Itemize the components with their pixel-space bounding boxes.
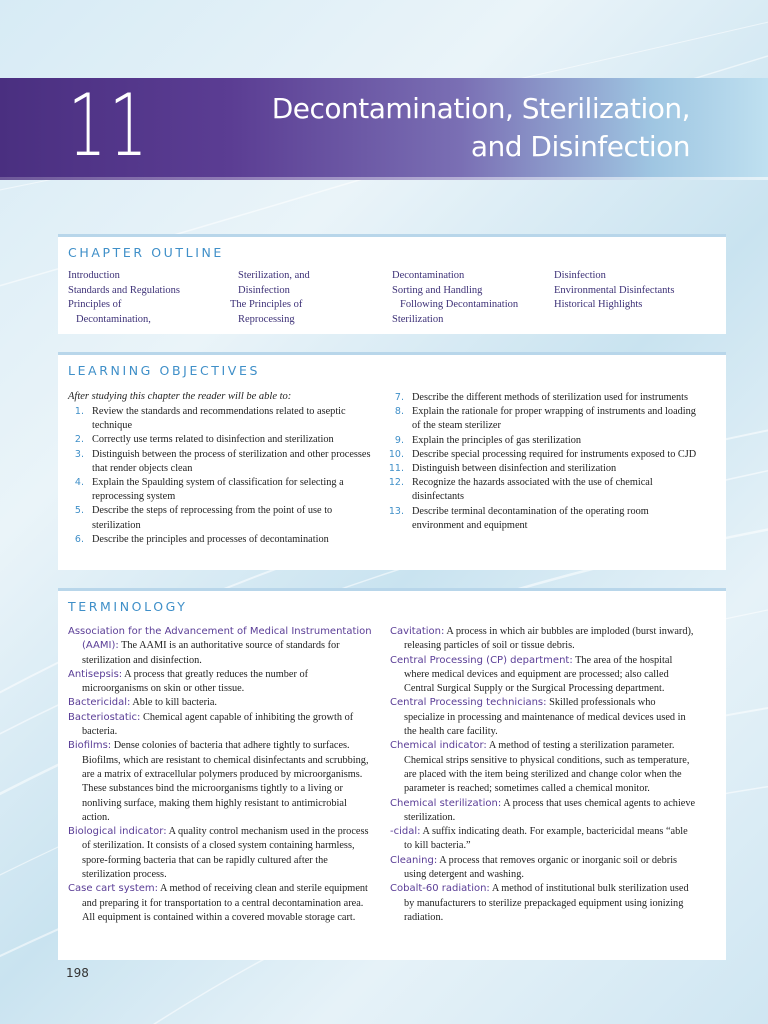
learning-objectives-heading: LEARNING OBJECTIVES <box>68 363 260 378</box>
term-definition: The AAMI is an authoritative source of standards for sterilization and disinfection. <box>82 640 340 666</box>
outline-item[interactable]: Sterilization, and <box>238 270 310 281</box>
term-label: Central Processing technicians: <box>390 697 547 709</box>
term-label: Cobalt-60 radiation: <box>390 883 490 895</box>
term-entry <box>390 654 698 697</box>
term-label: Case cart system: <box>68 883 159 895</box>
outline-column-3 <box>392 269 518 327</box>
term-label: Bacteriostatic: <box>68 711 141 723</box>
learning-objectives-box <box>58 352 726 570</box>
term-definition: A process that uses chemical agents to achieve sterilization. <box>404 797 696 823</box>
term-entry <box>390 825 698 854</box>
term-entry <box>68 825 376 882</box>
term-entry <box>68 668 376 697</box>
term-entry <box>68 739 376 825</box>
chapter-outline-box <box>58 234 726 334</box>
chapter-title-line1: Decontamination, Sterilization, <box>271 92 690 125</box>
term-label: -cidal: <box>390 826 421 838</box>
objective-item: 6. Describe the principles and processes of decontamination <box>74 533 329 545</box>
objective-item: 13. Describe terminal decontamination of the operating room environment and equipment <box>388 505 649 531</box>
outline-item[interactable]: Sorting and Handling <box>392 284 483 296</box>
outline-item[interactable]: Principles of <box>68 299 122 310</box>
term-label: Cavitation: <box>390 626 445 637</box>
term-definition: A process that greatly reduces the number of microorganisms on skin or other tissue. <box>82 668 309 695</box>
term-entry <box>68 711 376 740</box>
term-entry <box>68 625 376 668</box>
term-definition: Dense colonies of bacteria that adhere tightly to surfaces. Biofilms, which are resistant to chemical disinfectants and scrubbing, are a matrix of extracellular polymers produced by microorganisms. These substances bind the microorganisms tightly to a living or nonliving surface, making them highly resistant to antimicrobial action. <box>82 740 369 823</box>
term-entry <box>390 739 698 796</box>
term-entry <box>68 882 376 925</box>
term-definition: A method of testing a sterilization parameter. Chemical strips sensitive to physical conditions, such as temperature, are placed with the item being sterilized and change color when the parameter is reached; sometimes called a chemical monitor. <box>404 740 690 795</box>
outline-item[interactable]: Historical Highlights <box>554 299 643 310</box>
objective-item: 7. Describe the different methods of sterilization used for instruments <box>394 392 689 403</box>
term-definition: A method of institutional bulk sterilization used by manufacturers to sterilize prepackaged equipment using ionizing radiation. <box>404 883 689 923</box>
objective-item: 8. Explain the rationale for proper wrapping of instruments and loading of the steam sterilizer <box>394 406 696 432</box>
outline-column-4 <box>554 269 674 313</box>
term-label: Association for the Advancement of Medical Instrumentation (AAMI): <box>68 626 372 652</box>
objective-item: 9. Explain the principles of gas sterilization <box>394 434 581 446</box>
terminology-column-left <box>68 625 376 925</box>
term-label: Chemical sterilization: <box>390 797 502 809</box>
objective-item: 2. Correctly use terms related to disinfection and sterilization <box>74 434 334 446</box>
term-label: Antisepsis: <box>68 668 123 680</box>
outline-item[interactable]: Sterilization <box>392 313 444 325</box>
outline-item[interactable]: Introduction <box>68 270 120 281</box>
term-definition: Able to kill bacteria. <box>132 697 218 709</box>
term-definition: A quality control mechanism used in the process of sterilization. It consists of a closed system containing harmless, spore-forming bacteria that can be rapidly cultured after the sterilization process. <box>82 826 369 881</box>
outline-item[interactable]: Disinfection <box>238 284 290 296</box>
chapter-title-line2: and Disinfection <box>470 130 690 163</box>
term-label: Cleaning: <box>390 854 438 866</box>
objective-item: 10. Describe special processing required for instruments exposed to CJD <box>388 448 697 460</box>
term-entry <box>390 625 698 654</box>
chapter-number: 11 <box>68 76 151 176</box>
term-definition: A suffix indicating death. For example, bactericidal means “able to kill bacteria.” <box>404 826 688 852</box>
outline-item[interactable]: The Principles of <box>230 299 303 310</box>
outline-item[interactable]: Disinfection <box>554 270 606 281</box>
term-entry <box>390 797 698 826</box>
chapter-outline-heading: CHAPTER OUTLINE <box>68 245 224 260</box>
term-entry <box>390 696 698 739</box>
term-entry <box>390 882 698 925</box>
term-definition: The area of the hospital where medical devices and equipment are processed; also called Central Surgical Supply or the Surgical Processing department. <box>404 654 673 695</box>
outline-item[interactable]: Decontamination <box>392 270 465 281</box>
objective-item: 3. Distinguish between the process of sterilization and other processes that render objects clean <box>74 448 371 474</box>
outline-column-1 <box>68 269 180 327</box>
outline-item[interactable]: Decontamination, <box>76 313 151 325</box>
objectives-list-right <box>388 391 698 533</box>
term-label: Chemical indicator: <box>390 740 487 752</box>
objective-item: 12. Recognize the hazards associated with the use of chemical disinfectants <box>388 477 653 503</box>
term-entry <box>390 854 698 883</box>
objective-item: 1. Review the standards and recommendations related to aseptic technique <box>74 406 346 432</box>
term-label: Biofilms: <box>68 740 112 752</box>
objective-item: 4. Explain the Spaulding system of classification for selecting a reprocessing system <box>74 477 344 503</box>
objective-item: 5. Describe the steps of reprocessing from the point of use to sterilization <box>74 505 333 531</box>
term-entry <box>68 696 376 710</box>
term-label: Bactericidal: <box>68 697 131 709</box>
objectives-intro: After studying this chapter the reader will be able to: <box>68 391 292 402</box>
page-number: 198 <box>66 966 89 980</box>
term-definition: Skilled professionals who specialize in processing and maintenance of medical devices used in the health care facility. <box>404 697 686 738</box>
outline-item[interactable]: Reprocessing <box>238 313 295 325</box>
objectives-list-left <box>68 405 378 547</box>
outline-column-2 <box>230 269 310 327</box>
term-definition: A process in which air bubbles are imploded (burst inward), releasing particles of soil or tissue debris. <box>404 626 694 652</box>
term-label: Biological indicator: <box>68 826 167 838</box>
terminology-heading: TERMINOLOGY <box>68 599 188 614</box>
objective-item: 11. Distinguish between disinfection and sterilization <box>388 463 617 475</box>
terminology-column-right <box>390 625 698 925</box>
outline-item[interactable]: Following Decontamination <box>400 299 519 310</box>
outline-item[interactable]: Standards and Regulations <box>68 284 180 296</box>
terminology-box <box>58 588 726 960</box>
term-definition: A method of receiving clean and sterile equipment and preparing it for transportation to a central decontamination area. All equipment is contained within a covered movable storage cart. <box>82 883 368 923</box>
chapter-title <box>272 90 690 166</box>
outline-item[interactable]: Environmental Disinfectants <box>554 284 675 296</box>
term-definition: Chemical agent capable of inhibiting the growth of bacteria. <box>82 711 354 738</box>
term-definition: A process that removes organic or inorganic soil or debris using detergent and washing. <box>404 854 678 881</box>
term-label: Central Processing (CP) department: <box>390 654 573 666</box>
